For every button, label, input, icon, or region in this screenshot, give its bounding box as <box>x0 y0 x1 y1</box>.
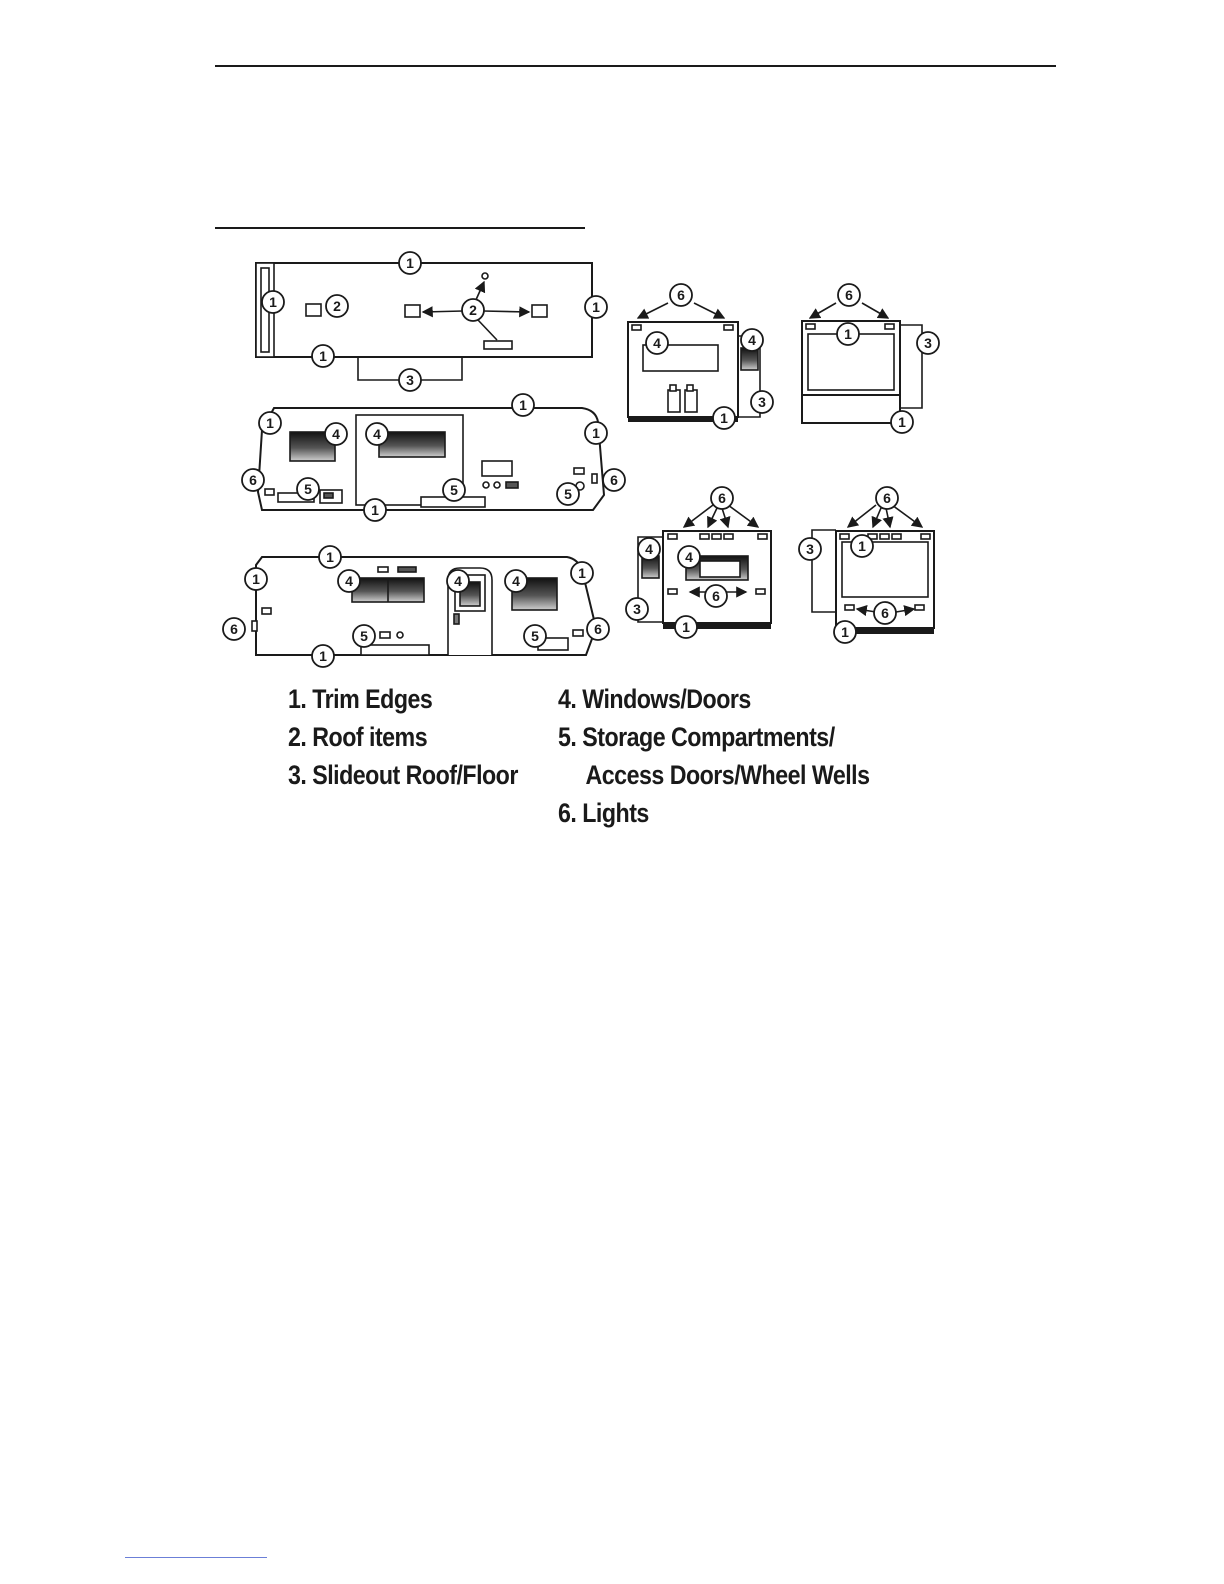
svg-text:6: 6 <box>881 605 889 621</box>
callout-2 <box>462 299 484 321</box>
callout-4 <box>741 329 763 351</box>
svg-text:2: 2 <box>333 298 341 314</box>
callout-6 <box>874 602 896 624</box>
legend-item-slideout: 3. Slideout Roof/Floor <box>288 760 518 790</box>
legend-item-lights: 6. Lights <box>558 798 649 828</box>
callout-1 <box>245 568 267 590</box>
svg-text:6: 6 <box>249 472 257 488</box>
svg-text:5: 5 <box>304 481 312 497</box>
svg-text:1: 1 <box>898 414 906 430</box>
callout-1 <box>259 412 281 434</box>
svg-text:6: 6 <box>594 621 602 637</box>
legend-item-roof-items: 2. Roof items <box>288 722 428 752</box>
callout-6 <box>838 284 860 306</box>
svg-text:3: 3 <box>758 394 766 410</box>
legend-item-windows-doors: 4. Windows/Doors <box>558 684 751 714</box>
svg-text:6: 6 <box>883 490 891 506</box>
svg-text:3: 3 <box>633 601 641 617</box>
svg-text:3: 3 <box>406 372 414 388</box>
footer-link-underline[interactable] <box>125 1557 267 1558</box>
svg-text:3: 3 <box>806 541 814 557</box>
callout-5 <box>297 478 319 500</box>
callout-4 <box>338 570 360 592</box>
callout-1 <box>262 291 284 313</box>
callout-4 <box>325 423 347 445</box>
callout-3 <box>751 391 773 413</box>
svg-text:5: 5 <box>360 628 368 644</box>
legend-column-left <box>288 680 518 794</box>
svg-text:2: 2 <box>469 302 477 318</box>
callout-1 <box>837 323 859 345</box>
svg-text:1: 1 <box>841 624 849 640</box>
svg-text:1: 1 <box>406 255 414 271</box>
svg-text:1: 1 <box>858 538 866 554</box>
svg-text:1: 1 <box>592 425 600 441</box>
callout-3 <box>799 538 821 560</box>
callout-1 <box>571 562 593 584</box>
rear-view-b <box>802 303 922 423</box>
svg-text:1: 1 <box>326 549 334 565</box>
front-view-a <box>638 505 771 629</box>
callout-1 <box>851 535 873 557</box>
svg-text:1: 1 <box>519 397 527 413</box>
callout-5 <box>557 483 579 505</box>
legend-item-trim-edges: 1. Trim Edges <box>288 684 433 714</box>
callout-4 <box>638 538 660 560</box>
svg-text:4: 4 <box>373 426 381 442</box>
svg-text:1: 1 <box>319 348 327 364</box>
svg-text:1: 1 <box>269 294 277 310</box>
callout-5 <box>524 625 546 647</box>
svg-text:1: 1 <box>252 571 260 587</box>
svg-text:4: 4 <box>748 332 756 348</box>
legend-item-storage: 5. Storage Compartments/ <box>558 722 835 752</box>
callout-6 <box>587 618 609 640</box>
callout-3 <box>626 598 648 620</box>
svg-text:4: 4 <box>345 573 353 589</box>
callout-1 <box>512 394 534 416</box>
callout-6 <box>670 284 692 306</box>
svg-text:6: 6 <box>718 490 726 506</box>
callout-1 <box>312 645 334 667</box>
svg-text:1: 1 <box>578 565 586 581</box>
callout-1 <box>834 621 856 643</box>
legend-column-right <box>558 680 870 832</box>
callout-1 <box>713 407 735 429</box>
callout-4 <box>366 423 388 445</box>
svg-text:4: 4 <box>454 573 462 589</box>
svg-text:4: 4 <box>685 549 693 565</box>
svg-text:4: 4 <box>653 335 661 351</box>
callout-6 <box>223 618 245 640</box>
callout-1 <box>364 499 386 521</box>
callout-6 <box>711 487 733 509</box>
callout-1 <box>675 616 697 638</box>
callout-6 <box>242 469 264 491</box>
callout-4 <box>678 546 700 568</box>
callout-1 <box>319 546 341 568</box>
front-view-b <box>812 505 934 634</box>
callout-6 <box>603 469 625 491</box>
callout-4 <box>646 332 668 354</box>
callout-5 <box>443 479 465 501</box>
svg-text:1: 1 <box>592 299 600 315</box>
svg-text:4: 4 <box>512 573 520 589</box>
callout-3 <box>917 332 939 354</box>
svg-text:1: 1 <box>682 619 690 635</box>
callout-4 <box>447 570 469 592</box>
callout-1 <box>585 296 607 318</box>
svg-text:5: 5 <box>450 482 458 498</box>
svg-text:1: 1 <box>720 410 728 426</box>
callout-1 <box>891 411 913 433</box>
svg-text:6: 6 <box>712 588 720 604</box>
callout-2 <box>326 295 348 317</box>
svg-text:1: 1 <box>844 326 852 342</box>
svg-text:1: 1 <box>266 415 274 431</box>
svg-text:3: 3 <box>924 335 932 351</box>
svg-text:6: 6 <box>230 621 238 637</box>
svg-text:6: 6 <box>677 287 685 303</box>
svg-text:5: 5 <box>564 486 572 502</box>
callout-4 <box>505 570 527 592</box>
callout-6 <box>876 487 898 509</box>
svg-text:6: 6 <box>610 472 618 488</box>
rear-view-a <box>628 303 760 422</box>
callout-1 <box>399 252 421 274</box>
svg-text:1: 1 <box>319 648 327 664</box>
roof-view <box>256 263 592 380</box>
callout-3 <box>399 369 421 391</box>
callout-1 <box>585 422 607 444</box>
callout-6 <box>705 585 727 607</box>
legend-item-storage-continued: Access Doors/Wheel Wells <box>585 760 870 790</box>
svg-text:5: 5 <box>531 628 539 644</box>
svg-text:6: 6 <box>845 287 853 303</box>
svg-text:4: 4 <box>645 541 653 557</box>
svg-text:4: 4 <box>332 426 340 442</box>
callout-1 <box>312 345 334 367</box>
callout-5 <box>353 625 375 647</box>
svg-text:1: 1 <box>371 502 379 518</box>
